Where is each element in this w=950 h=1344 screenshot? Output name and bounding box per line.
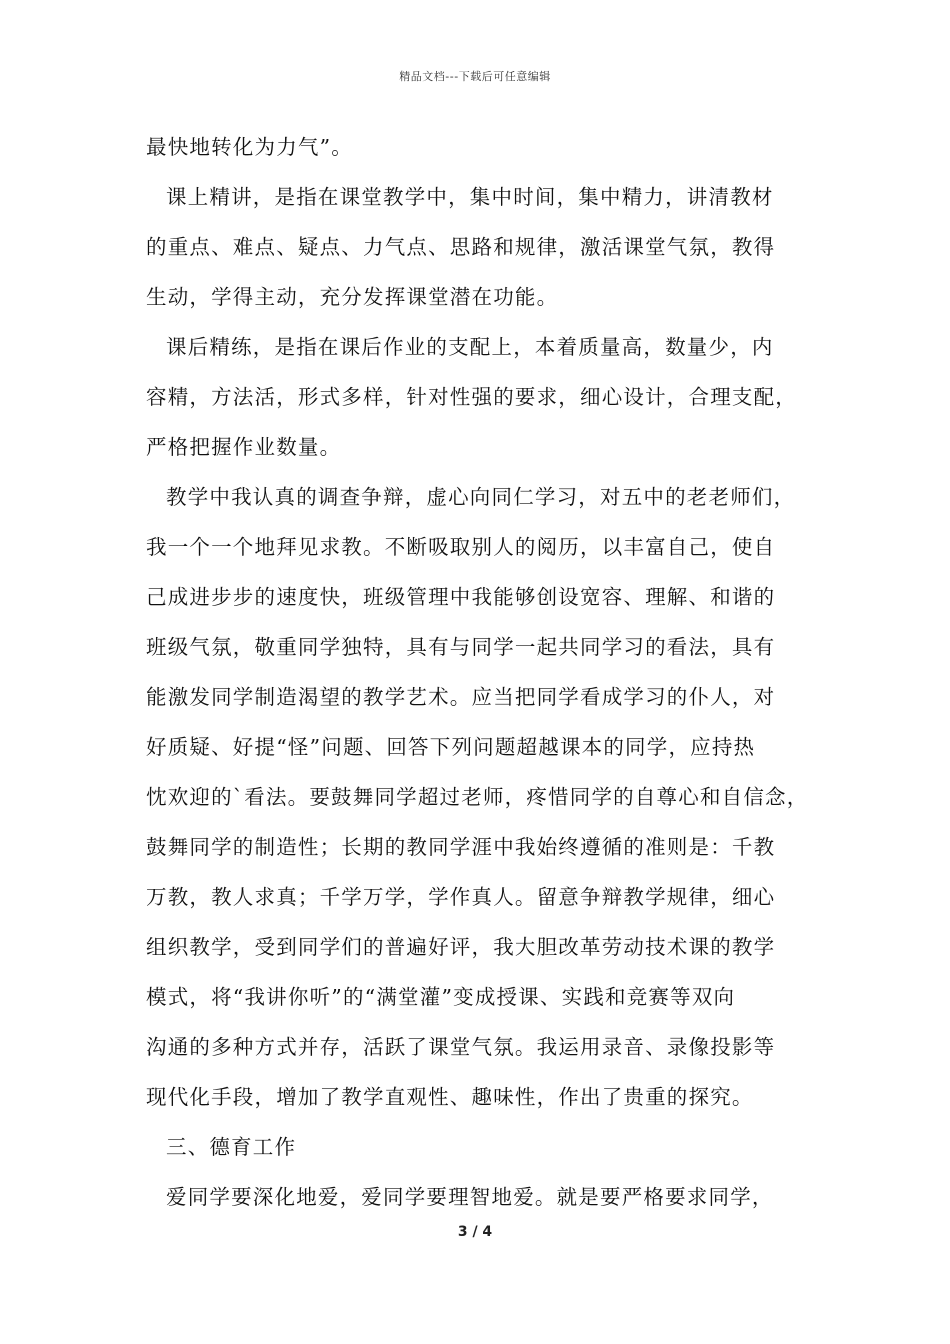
paragraph-line: 课上精讲，是指在课堂教学中，集中时间，集中精力，讲清教材 (166, 185, 774, 209)
paragraph-line: 能激发同学制造渴望的教学艺术。应当把同学看成学习的仆人，对 (146, 685, 776, 709)
paragraph-line: 班级气氛，敬重同学独特，具有与同学一起共同学习的看法，具有 (146, 635, 776, 659)
paragraph-line: 的重点、难点、疑点、力气点、思路和规律，激活课堂气氛，教得 (146, 235, 776, 259)
paragraph-line: 模式，将“我讲你听”的“满堂灌”变成授课、实践和竞赛等双向 (146, 985, 736, 1009)
paragraph-line: 课后精练，是指在课后作业的支配上，本着质量高，数量少，内 (166, 335, 774, 359)
paragraph-line: 严格把握作业数量。 (146, 435, 342, 459)
paragraph-line: 己成进步步的速度快，班级管理中我能够创设宽容、理解、和谐的 (146, 585, 776, 609)
page-indicator: 3 / 4 (457, 1224, 493, 1240)
paragraph-line: 万教，教人求真；千学万学，学作真人。留意争辩教学规律，细心 (146, 885, 776, 909)
section-heading: 三、德育工作 (166, 1135, 297, 1159)
page-header: 精品文档---下载后可任意编辑 (399, 70, 551, 83)
paragraph-line: 好质疑、好提“怪”问题、回答下列问题超越课本的同学，应持热 (146, 735, 756, 759)
paragraph-line: 现代化手段，增加了教学直观性、趣味性，作出了贵重的探究。 (146, 1085, 754, 1109)
paragraph-line: 我一个一个地拜见求教。不断吸取别人的阅历，以丰富自己，使自 (146, 535, 776, 559)
paragraph-line: 鼓舞同学的制造性；长期的教同学涯中我始终遵循的准则是：千教 (146, 835, 776, 859)
paragraph-line: 爱同学要深化地爱，爱同学要理智地爱。就是要严格要求同学， (166, 1185, 774, 1209)
paragraph-line: 生动，学得主动，充分发挥课堂潜在功能。 (146, 285, 559, 309)
paragraph-line: 最快地转化为力气”。 (146, 135, 353, 159)
paragraph-line: 忱欢迎的`看法。要鼓舞同学超过老师，疼惜同学的自尊心和自信念， (146, 785, 809, 809)
paragraph-line: 容精，方法活，形式多样，针对性强的要求，细心设计，合理支配， (146, 385, 797, 409)
paragraph-line: 组织教学，受到同学们的普遍好评，我大胆改革劳动技术课的教学 (146, 935, 776, 959)
paragraph-line: 教学中我认真的调查争辩，虚心向同仁学习，对五中的老老师们， (166, 485, 796, 509)
paragraph-line: 沟通的多种方式并存，活跃了课堂气氛。我运用录音、录像投影等 (146, 1035, 776, 1059)
